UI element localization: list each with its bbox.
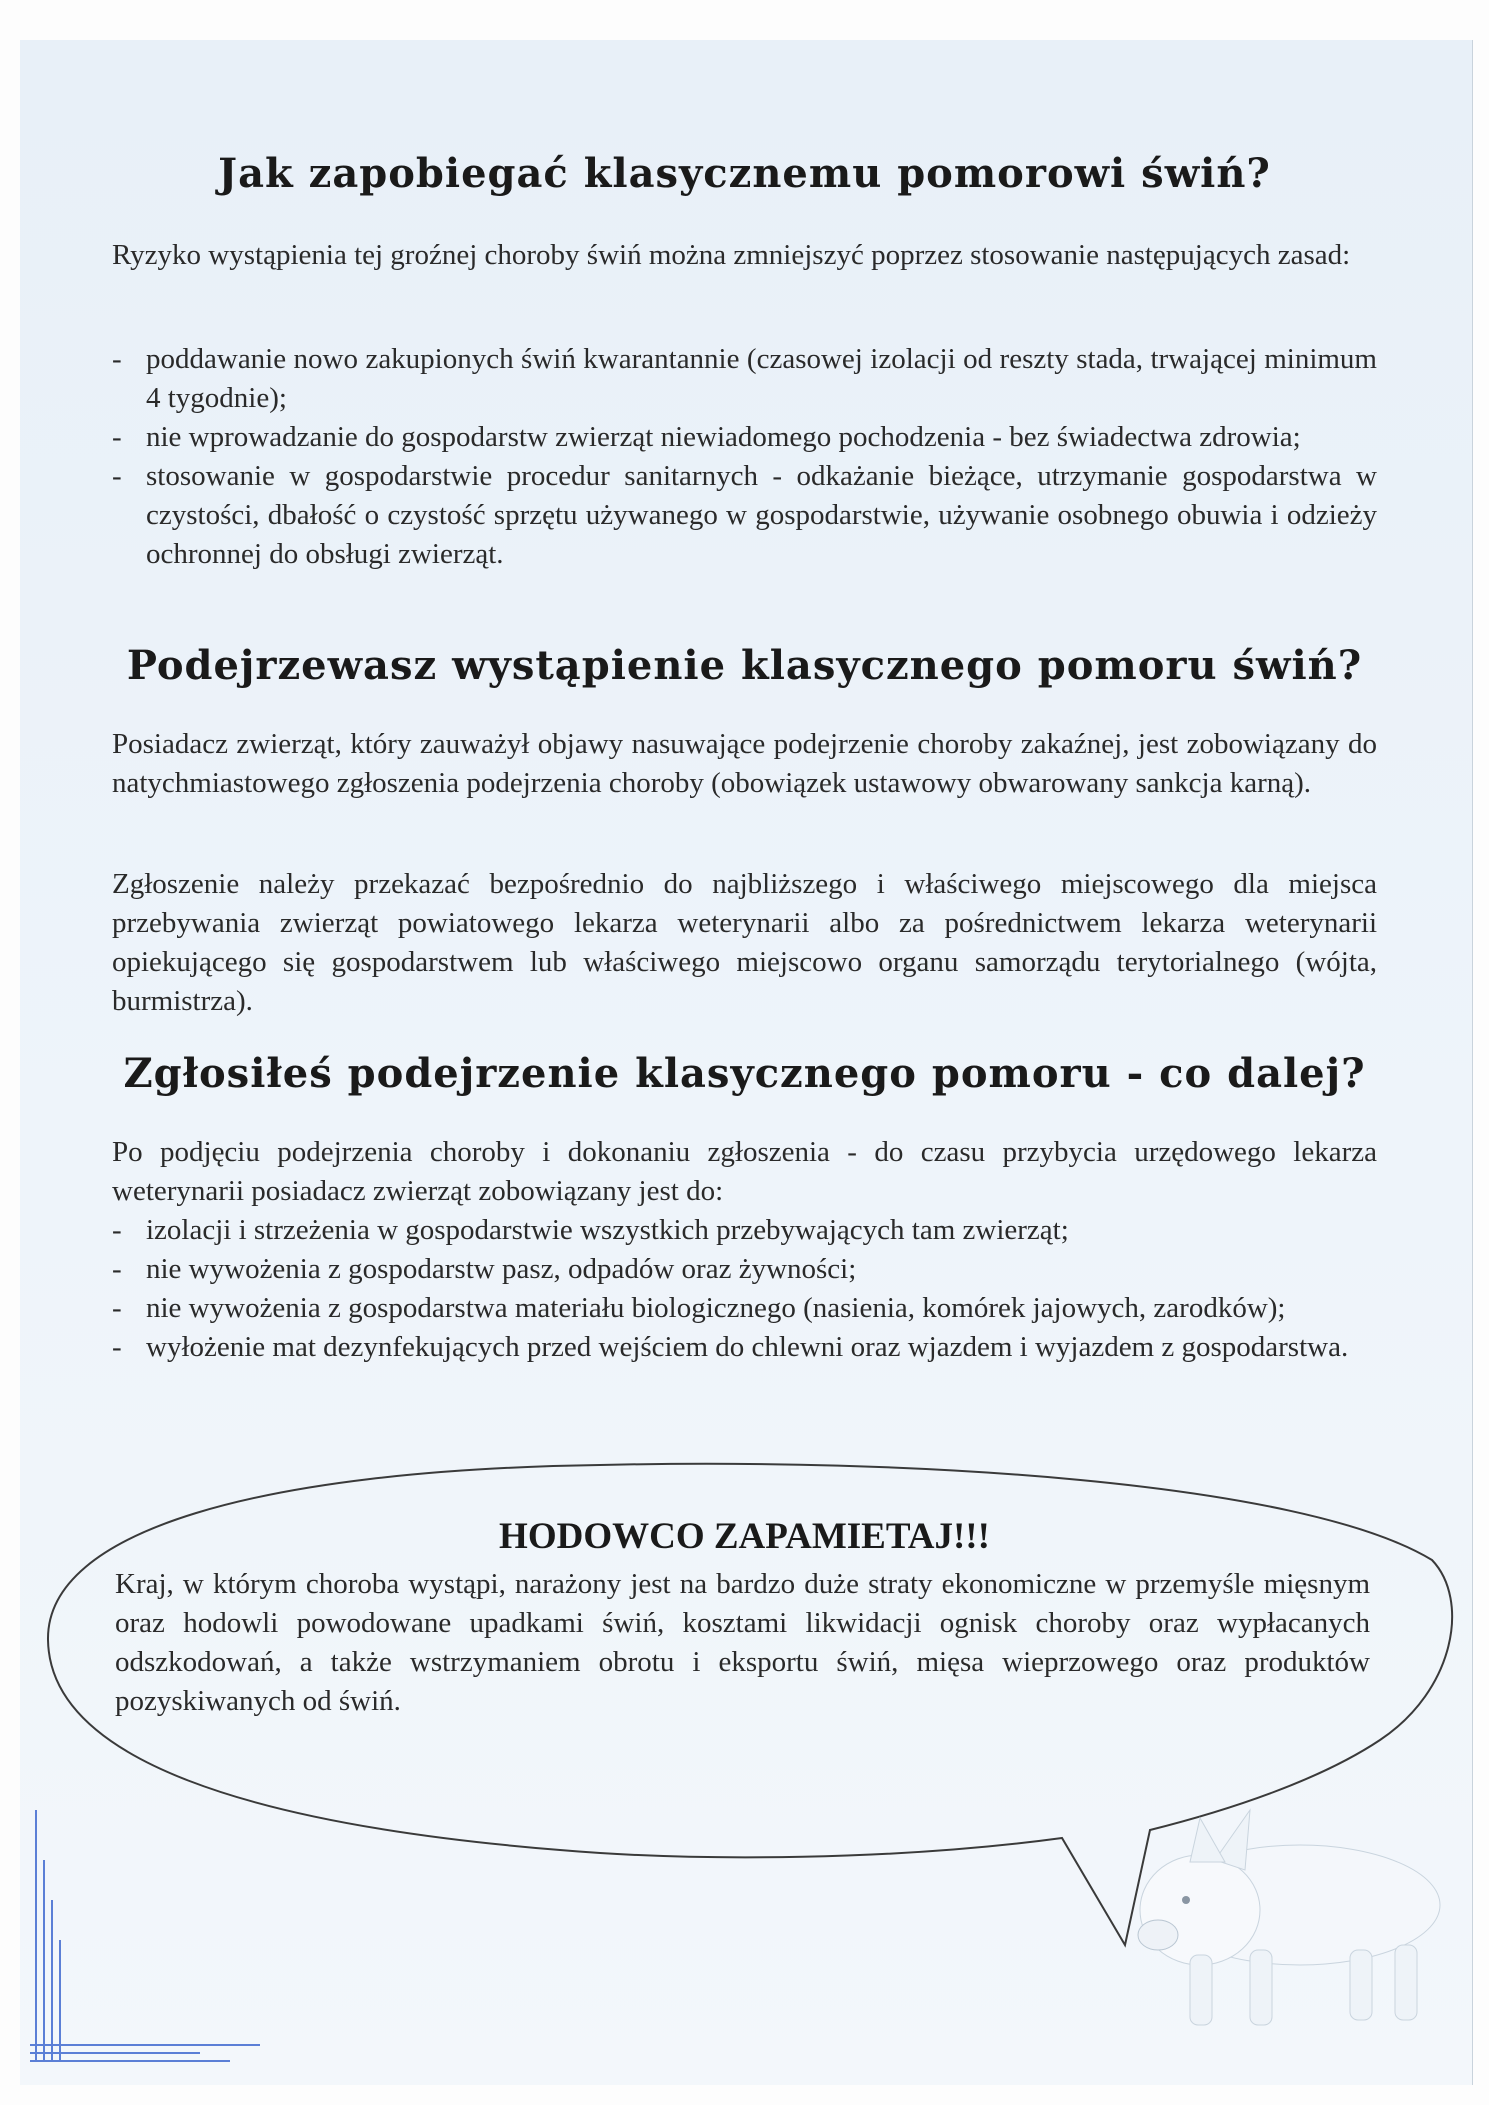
- section2-title: Podejrzewasz wystąpienie klasycznego pomoru świń?: [126, 642, 1363, 689]
- list-item: - nie wywożenia z gospodarstw pasz, odpadów oraz żywności;: [112, 1250, 1377, 1289]
- section3-title: Zgłosiłeś podejrzenie klasycznego pomoru - co dalej?: [123, 1050, 1366, 1097]
- corner-lines-decoration: [30, 1810, 260, 2061]
- piglet-illustration: [1138, 1810, 1440, 2025]
- list-item: - nie wywożenia z gospodarstwa materiału biologicznego (nasienia, komórek jajowych, zarodków);: [112, 1289, 1377, 1328]
- section1-list: [112, 340, 1377, 574]
- section1-title: Jak zapobiegać klasycznemu pomorowi świń?: [218, 150, 1271, 197]
- warning-text: Kraj, w którym choroba wystąpi, narażony jest na bardzo duże straty ekonomiczne w przemyśle mięsnym oraz hodowli powodowane upadkami świń, kosztami likwidacji ognisk choroby oraz wypłacanych odszkodowań, a także wstrzymaniem obrotu i eksportu świń, mięsa wieprzowego oraz produktów pozyskiwanych od świń.: [115, 1568, 1370, 1717]
- section3-list: [112, 1211, 1377, 1367]
- section3-intro: Po podjęciu podejrzenia choroby i dokonaniu zgłoszenia - do czasu przybycia urzędowego lekarza weterynarii posiadacz zwierząt zobowiązany jest do:: [112, 1136, 1377, 1207]
- section2-paragraph1: Posiadacz zwierząt, który zauważył objawy nasuwające podejrzenie choroby zakaźnej, jest zobowiązany do natychmiastowego zgłoszenia podejrzenia choroby (obowiązek ustawowy obwarowany sankcja karną).: [112, 728, 1377, 799]
- list-item: - nie wprowadzanie do gospodarstw zwierząt niewiadomego pochodzenia - bez świadectwa zdrowia;: [112, 418, 1377, 457]
- warning-title: HODOWCO ZAPAMIETAJ!!!: [499, 1516, 990, 1557]
- section1-intro: Ryzyko wystąpienia tej groźnej choroby świń można zmniejszyć poprzez stosowanie następujących zasad:: [112, 239, 1351, 271]
- list-item: - stosowanie w gospodarstwie procedur sanitarnych - odkażanie bieżące, utrzymanie gospodarstwa w czystości, dbałość o czystość sprzętu używanego w gospodarstwie, używanie osobnego obuwia i odzieży ochronnej do obsługi zwierząt.: [112, 457, 1377, 574]
- list-item: - wyłożenie mat dezynfekujących przed wejściem do chlewni oraz wjazdem i wyjazdem z gospodarstwa.: [112, 1328, 1377, 1367]
- section2-paragraph2: Zgłoszenie należy przekazać bezpośrednio do najbliższego i właściwego miejscowego dla miejsca przebywania zwierząt powiatowego lekarza weterynarii albo za pośrednictwem lekarza weterynarii opiekującego się gospodarstwem lub właściwego miejscowo organu samorządu terytorialnego (wójta, burmistrza).: [112, 868, 1377, 1017]
- list-item: - izolacji i strzeżenia w gospodarstwie wszystkich przebywających tam zwierząt;: [112, 1211, 1377, 1250]
- list-item: - poddawanie nowo zakupionych świń kwarantannie (czasowej izolacji od reszty stada, trwającej minimum 4 tygodnie);: [112, 340, 1377, 418]
